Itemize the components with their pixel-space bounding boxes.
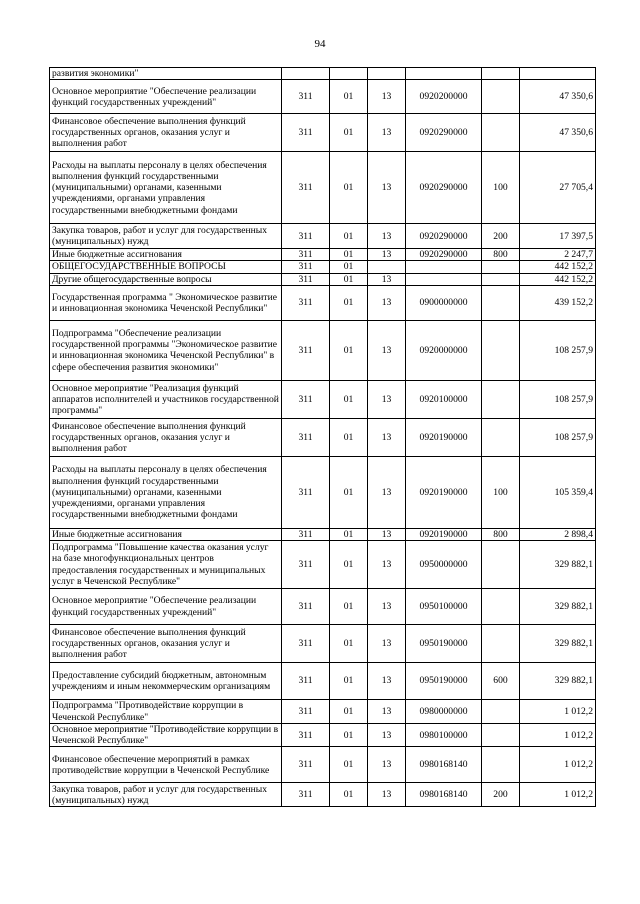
- table-cell-vr: 800: [482, 249, 520, 261]
- table-cell-pr: 13: [368, 285, 406, 320]
- table-cell-rz: [330, 68, 368, 80]
- table-cell-ved: 311: [282, 152, 330, 224]
- table-cell-amount: 329 882,1: [520, 589, 596, 625]
- table-cell-ved: 311: [282, 589, 330, 625]
- table-cell-name: Закупка товаров, работ и услуг для государственных (муниципальных) нужд: [50, 224, 282, 249]
- table-cell-pr: 13: [368, 380, 406, 418]
- table-cell-vr: 600: [482, 663, 520, 700]
- table-cell-csr: 0920190000: [406, 418, 482, 456]
- table-cell-amount: 27 705,4: [520, 152, 596, 224]
- table-cell-pr: 13: [368, 152, 406, 224]
- table-cell-rz: 01: [330, 249, 368, 261]
- table-cell-vr: [482, 261, 520, 273]
- table-cell-name: Предоставление субсидий бюджетным, автономным учреждениям и иным некоммерческим организациям: [50, 663, 282, 700]
- table-cell-name: Подпрограмма "Противодействие коррупции в Чеченской Республике": [50, 700, 282, 724]
- table-cell-name: Финансовое обеспечение выполнения функций государственных органов, оказания услуг и выполнения работ: [50, 418, 282, 456]
- table-cell-csr: 0920200000: [406, 80, 482, 114]
- table-cell-ved: 311: [282, 285, 330, 320]
- table-cell-name: Основное мероприятие "Противодействие коррупции в Чеченской Республике": [50, 724, 282, 747]
- table-cell-rz: 01: [330, 625, 368, 663]
- table-cell-csr: [406, 261, 482, 273]
- table-cell-amount: 329 882,1: [520, 663, 596, 700]
- table-row: [50, 541, 596, 589]
- table-cell-csr: 0900000000: [406, 285, 482, 320]
- table-cell-amount: 47 350,6: [520, 80, 596, 114]
- table-cell-name: Финансовое обеспечение выполнения функций государственных органов, оказания услуг и выполнения работ: [50, 625, 282, 663]
- table-cell-csr: 0920290000: [406, 152, 482, 224]
- table-cell-ved: 311: [282, 273, 330, 285]
- table-cell-name: Подпрограмма "Повышение качества оказания услуг на базе многофункциональных центров предоставления государственных и муниципальных услуг в Чеченской Республике": [50, 541, 282, 589]
- table-row: [50, 700, 596, 724]
- table-cell-vr: 200: [482, 783, 520, 807]
- table-cell-amount: 439 152,2: [520, 285, 596, 320]
- table-cell-amount: 329 882,1: [520, 625, 596, 663]
- table-row: [50, 625, 596, 663]
- table-cell-rz: 01: [330, 380, 368, 418]
- table-cell-pr: 13: [368, 625, 406, 663]
- table-cell-rz: 01: [330, 320, 368, 380]
- table-cell-csr: [406, 68, 482, 80]
- table-cell-pr: [368, 261, 406, 273]
- table-cell-ved: 311: [282, 783, 330, 807]
- table-cell-pr: 13: [368, 273, 406, 285]
- table-cell-pr: 13: [368, 320, 406, 380]
- table-row: [50, 68, 596, 80]
- table-cell-amount: 1 012,2: [520, 783, 596, 807]
- table-row: [50, 261, 596, 273]
- table-cell-amount: 442 152,2: [520, 261, 596, 273]
- table-cell-vr: [482, 747, 520, 783]
- table-cell-amount: 1 012,2: [520, 747, 596, 783]
- table-row: [50, 80, 596, 114]
- table-cell-pr: 13: [368, 747, 406, 783]
- page-number: 94: [314, 38, 326, 50]
- table-cell-ved: 311: [282, 747, 330, 783]
- table-cell-amount: 1 012,2: [520, 700, 596, 724]
- table-row: [50, 380, 596, 418]
- table-row: [50, 249, 596, 261]
- table-cell-vr: [482, 285, 520, 320]
- table-cell-amount: 442 152,2: [520, 273, 596, 285]
- table-cell-rz: 01: [330, 724, 368, 747]
- table-cell-rz: 01: [330, 114, 368, 152]
- table-row: [50, 114, 596, 152]
- table-cell-name: Финансовое обеспечение мероприятий в рамках противодействие коррупции в Чеченской Республике: [50, 747, 282, 783]
- table-cell-pr: 13: [368, 249, 406, 261]
- table-row: [50, 152, 596, 224]
- table-cell-pr: 13: [368, 700, 406, 724]
- table-cell-name: Финансовое обеспечение выполнения функций государственных органов, оказания услуг и выполнения работ: [50, 114, 282, 152]
- table-cell-pr: 13: [368, 80, 406, 114]
- table-cell-vr: [482, 380, 520, 418]
- table-cell-ved: 311: [282, 700, 330, 724]
- table-cell-ved: 311: [282, 380, 330, 418]
- table-cell-rz: 01: [330, 700, 368, 724]
- table-cell-vr: [482, 541, 520, 589]
- table-cell-csr: 0950100000: [406, 589, 482, 625]
- table-cell-csr: 0920290000: [406, 224, 482, 249]
- table-cell-pr: 13: [368, 589, 406, 625]
- table-cell-csr: 0980100000: [406, 724, 482, 747]
- table-cell-name: Основное мероприятие "Обеспечение реализации функций государственных учреждений": [50, 80, 282, 114]
- table-cell-csr: 0920190000: [406, 456, 482, 528]
- table-cell-vr: 800: [482, 528, 520, 540]
- table-cell-rz: 01: [330, 418, 368, 456]
- table-cell-amount: 108 257,9: [520, 418, 596, 456]
- table-cell-csr: 0980168140: [406, 783, 482, 807]
- table-cell-csr: 0950000000: [406, 541, 482, 589]
- table-cell-amount: 47 350,6: [520, 114, 596, 152]
- table-cell-name: Расходы на выплаты персоналу в целях обеспечения выполнения функций государственными (муниципальными) органами, казенными учреждениями, органами управления государственными внебюджетными фондами: [50, 456, 282, 528]
- table-cell-pr: [368, 68, 406, 80]
- table-cell-ved: 311: [282, 114, 330, 152]
- table-cell-rz: 01: [330, 261, 368, 273]
- table-cell-amount: 17 397,5: [520, 224, 596, 249]
- table-cell-ved: 311: [282, 724, 330, 747]
- table-cell-ved: 311: [282, 224, 330, 249]
- table-cell-csr: 0920290000: [406, 114, 482, 152]
- table-row: [50, 320, 596, 380]
- table-cell-rz: 01: [330, 152, 368, 224]
- table-row: [50, 224, 596, 249]
- table-cell-name: Расходы на выплаты персоналу в целях обеспечения выполнения функций государственными (муниципальными) органами, казенными учреждениями, органами управления государственными внебюджетными фондами: [50, 152, 282, 224]
- budget-table: [49, 67, 596, 807]
- table-cell-vr: [482, 724, 520, 747]
- table-cell-rz: 01: [330, 528, 368, 540]
- table-cell-name: Другие общегосударственные вопросы: [50, 273, 282, 285]
- table-cell-csr: 0920000000: [406, 320, 482, 380]
- table-cell-ved: [282, 68, 330, 80]
- table-cell-csr: [406, 273, 482, 285]
- table-cell-pr: 13: [368, 456, 406, 528]
- table-row: [50, 456, 596, 528]
- table-cell-amount: 329 882,1: [520, 541, 596, 589]
- table-cell-ved: 311: [282, 80, 330, 114]
- table-cell-vr: [482, 80, 520, 114]
- table-cell-amount: 105 359,4: [520, 456, 596, 528]
- table-cell-csr: 0920290000: [406, 249, 482, 261]
- table-cell-name: Закупка товаров, работ и услуг для государственных (муниципальных) нужд: [50, 783, 282, 807]
- table-cell-pr: 13: [368, 224, 406, 249]
- table-cell-rz: 01: [330, 589, 368, 625]
- table-cell-vr: [482, 700, 520, 724]
- table-cell-amount: [520, 68, 596, 80]
- table-cell-csr: 0980000000: [406, 700, 482, 724]
- table-cell-ved: 311: [282, 625, 330, 663]
- table-row: [50, 528, 596, 540]
- table-cell-ved: 311: [282, 528, 330, 540]
- table-cell-ved: 311: [282, 261, 330, 273]
- table-row: [50, 783, 596, 807]
- table-cell-vr: [482, 625, 520, 663]
- table-cell-pr: 13: [368, 418, 406, 456]
- table-cell-pr: 13: [368, 114, 406, 152]
- table-row: [50, 724, 596, 747]
- table-cell-ved: 311: [282, 320, 330, 380]
- table-cell-pr: 13: [368, 724, 406, 747]
- table-row: [50, 589, 596, 625]
- table-cell-name: Основное мероприятие "Реализация функций аппаратов исполнителей и участников государственной программы": [50, 380, 282, 418]
- table-cell-pr: 13: [368, 528, 406, 540]
- table-cell-name: развития экономики": [50, 68, 282, 80]
- table-cell-pr: 13: [368, 541, 406, 589]
- table-cell-ved: 311: [282, 418, 330, 456]
- table-cell-vr: [482, 114, 520, 152]
- table-cell-rz: 01: [330, 541, 368, 589]
- table-row: [50, 273, 596, 285]
- table-cell-name: Государственная программа " Экономическое развитие и инновационная экономика Чеченской Республики": [50, 285, 282, 320]
- table-cell-name: ОБЩЕГОСУДАРСТВЕННЫЕ ВОПРОСЫ: [50, 261, 282, 273]
- table-cell-csr: 0950190000: [406, 663, 482, 700]
- table-cell-ved: 311: [282, 541, 330, 589]
- table-cell-amount: 108 257,9: [520, 380, 596, 418]
- table-cell-rz: 01: [330, 747, 368, 783]
- table-cell-ved: 311: [282, 249, 330, 261]
- table-cell-rz: 01: [330, 456, 368, 528]
- table-cell-rz: 01: [330, 80, 368, 114]
- table-cell-amount: 108 257,9: [520, 320, 596, 380]
- table-cell-vr: 200: [482, 224, 520, 249]
- table-cell-amount: 2 898,4: [520, 528, 596, 540]
- table-cell-amount: 2 247,7: [520, 249, 596, 261]
- table-cell-csr: 0950190000: [406, 625, 482, 663]
- table-row: [50, 285, 596, 320]
- table-cell-pr: 13: [368, 783, 406, 807]
- table-cell-ved: 311: [282, 456, 330, 528]
- table-cell-amount: 1 012,2: [520, 724, 596, 747]
- table-cell-name: Основное мероприятие "Обеспечение реализации функций государственных учреждений": [50, 589, 282, 625]
- table-cell-vr: [482, 273, 520, 285]
- table-row: [50, 663, 596, 700]
- table-cell-rz: 01: [330, 663, 368, 700]
- table-cell-rz: 01: [330, 285, 368, 320]
- table-cell-name: Иные бюджетные ассигнования: [50, 249, 282, 261]
- table-cell-vr: [482, 418, 520, 456]
- table-cell-vr: 100: [482, 456, 520, 528]
- table-cell-rz: 01: [330, 783, 368, 807]
- table-cell-vr: [482, 320, 520, 380]
- table-cell-vr: [482, 68, 520, 80]
- table-cell-csr: 0980168140: [406, 747, 482, 783]
- table-cell-vr: 100: [482, 152, 520, 224]
- table-cell-name: Иные бюджетные ассигнования: [50, 528, 282, 540]
- table-cell-name: Подпрограмма "Обеспечение реализации государственной программы "Экономическое развитие и инновационная экономика Чеченской Республики" в сфере обеспечения развития экономики": [50, 320, 282, 380]
- table-cell-csr: 0920100000: [406, 380, 482, 418]
- table-cell-pr: 13: [368, 663, 406, 700]
- table-cell-csr: 0920190000: [406, 528, 482, 540]
- table-cell-vr: [482, 589, 520, 625]
- table-cell-ved: 311: [282, 663, 330, 700]
- table-cell-rz: 01: [330, 273, 368, 285]
- table-row: [50, 747, 596, 783]
- table-row: [50, 418, 596, 456]
- table-cell-rz: 01: [330, 224, 368, 249]
